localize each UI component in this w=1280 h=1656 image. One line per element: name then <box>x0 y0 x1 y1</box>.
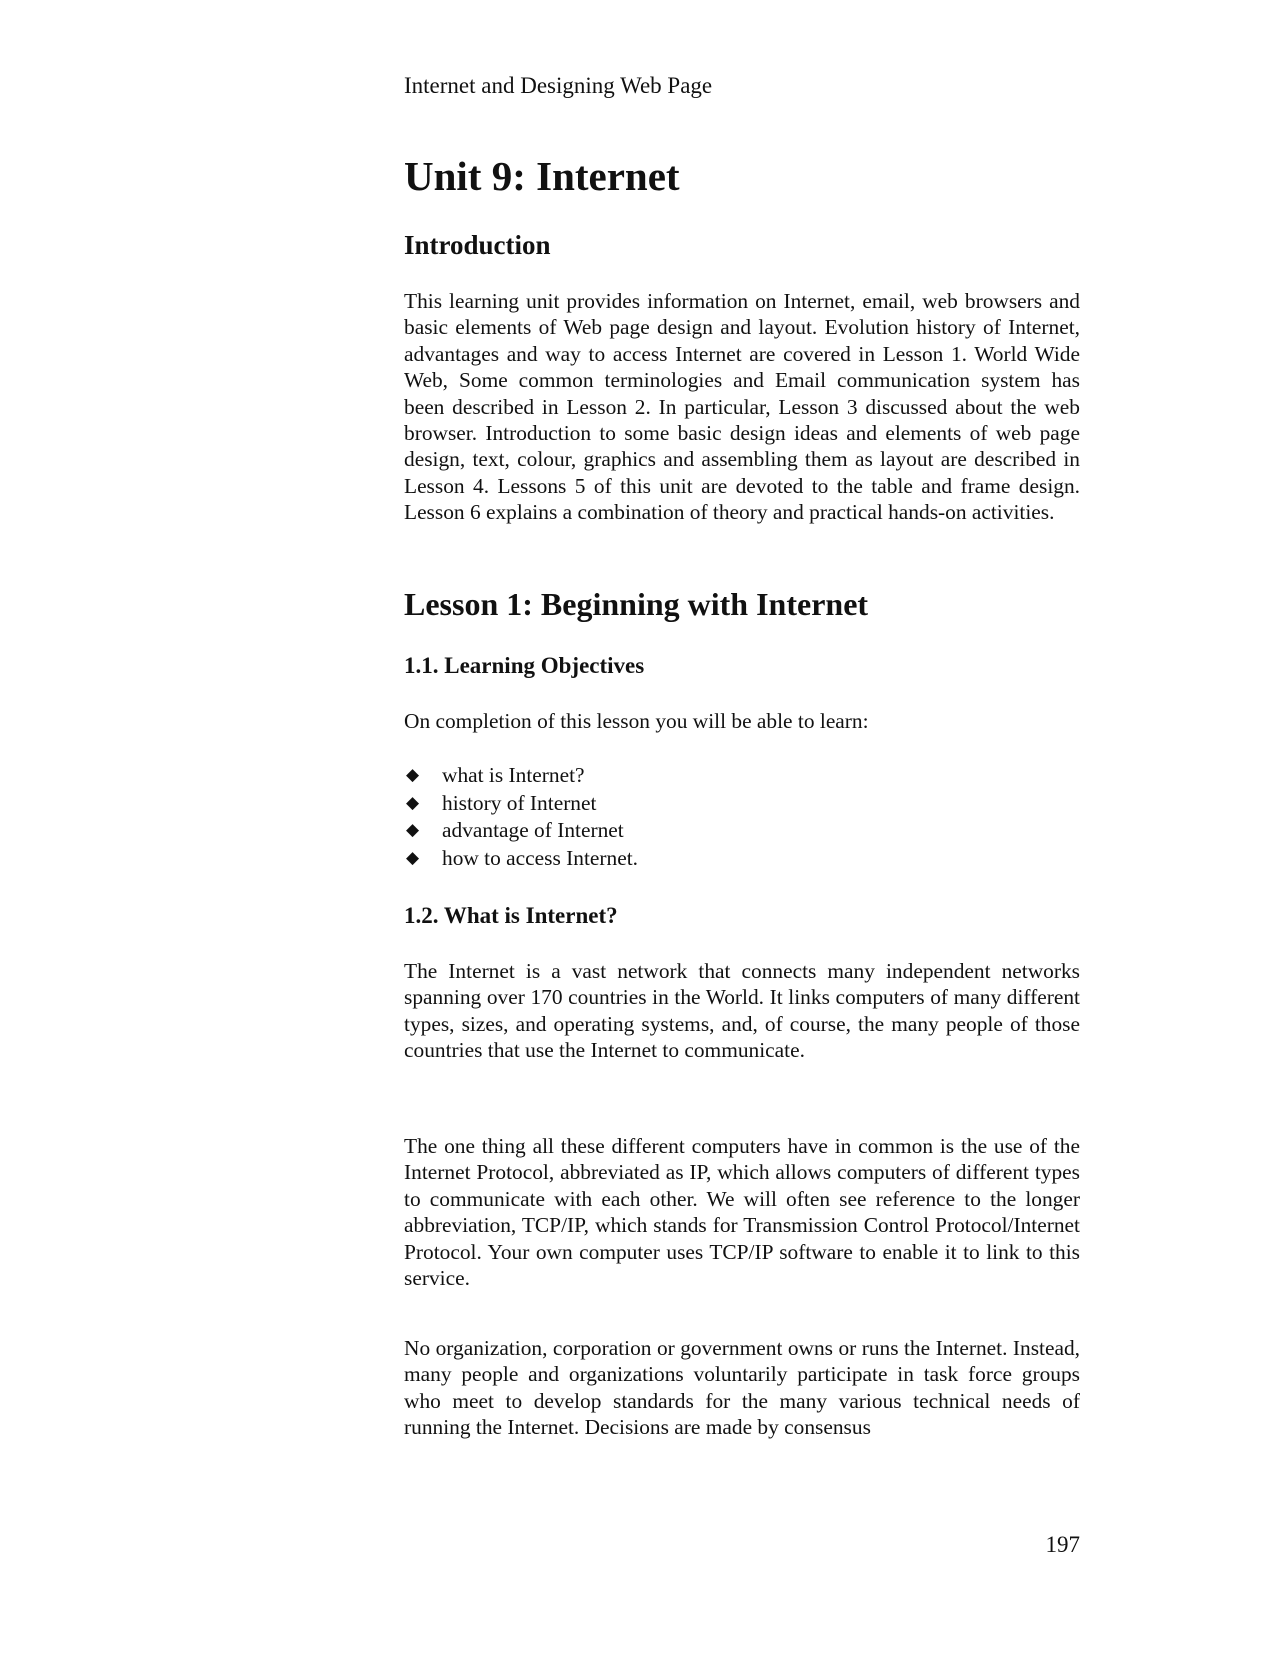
learning-objectives-heading: 1.1. Learning Objectives <box>404 653 645 678</box>
body-paragraph: The one thing all these different computers have in common is the use of the Internet Protocol, abbreviated as IP, which allows computers of different types to communicate with each other. We will often see reference to the longer abbreviation, TCP/IP, which stands for Transmission Control Protocol/Internet Protocol. Your own computer uses TCP/IP software to enable it to link to this service. <box>404 1134 1080 1291</box>
list-item-text: advantage of Internet <box>442 818 624 843</box>
diamond-bullet-icon: ◆ <box>406 848 420 869</box>
list-item <box>404 762 638 790</box>
what-is-internet-heading: 1.2. What is Internet? <box>404 903 618 928</box>
diamond-bullet-icon: ◆ <box>406 765 420 785</box>
page-number: 197 <box>1045 1532 1080 1557</box>
list-item <box>404 817 638 845</box>
running-header: Internet and Designing Web Page <box>404 73 713 98</box>
objectives-lead-text: On completion of this lesson you will be able to learn: <box>404 709 869 733</box>
list-item-text: what is Internet? <box>442 763 585 787</box>
introduction-heading: Introduction <box>404 230 551 260</box>
body-paragraph: The Internet is a vast network that connects many independent networks spanning over 170 countries in the World. It links computers of many different types, sizes, and operating systems, and, of course, the many people of those countries that use the Internet to communicate. <box>404 959 1080 1063</box>
diamond-bullet-icon: ◆ <box>406 792 420 813</box>
diamond-bullet-icon: ◆ <box>406 820 420 841</box>
list-item-text: how to access Internet. <box>442 846 639 871</box>
lesson-title: Lesson 1: Beginning with Internet <box>404 586 869 622</box>
list-item <box>404 790 638 818</box>
objectives-list <box>404 762 638 873</box>
document-page <box>404 72 1080 1440</box>
introduction-paragraph: This learning unit provides information on Internet, email, web browsers and basic elements of Web page design and layout. Evolution history of Internet, advantages and way to access Internet are covered in Lesson 1. World Wide Web, Some common terminologies and Email communication system has been described in Lesson 2. In particular, Lesson 3 discussed about the web browser. Introduction to some basic design ideas and elements of web page design, text, colour, graphics and assembling them as layout are described in Lesson 4. Lessons 5 of this unit are devoted to the table and frame design. Lesson 6 explains a combination of theory and practical hands-on activities. <box>404 289 1080 525</box>
list-item-text: history of Internet <box>442 790 597 815</box>
list-item <box>404 845 638 873</box>
unit-title: Unit 9: Internet <box>404 153 680 199</box>
body-paragraph: No organization, corporation or government owns or runs the Internet. Instead, many people and organizations voluntarily participate in task force groups who meet to develop standards for the many various technical needs of running the Internet. Decisions are made by consensus <box>404 1336 1080 1440</box>
